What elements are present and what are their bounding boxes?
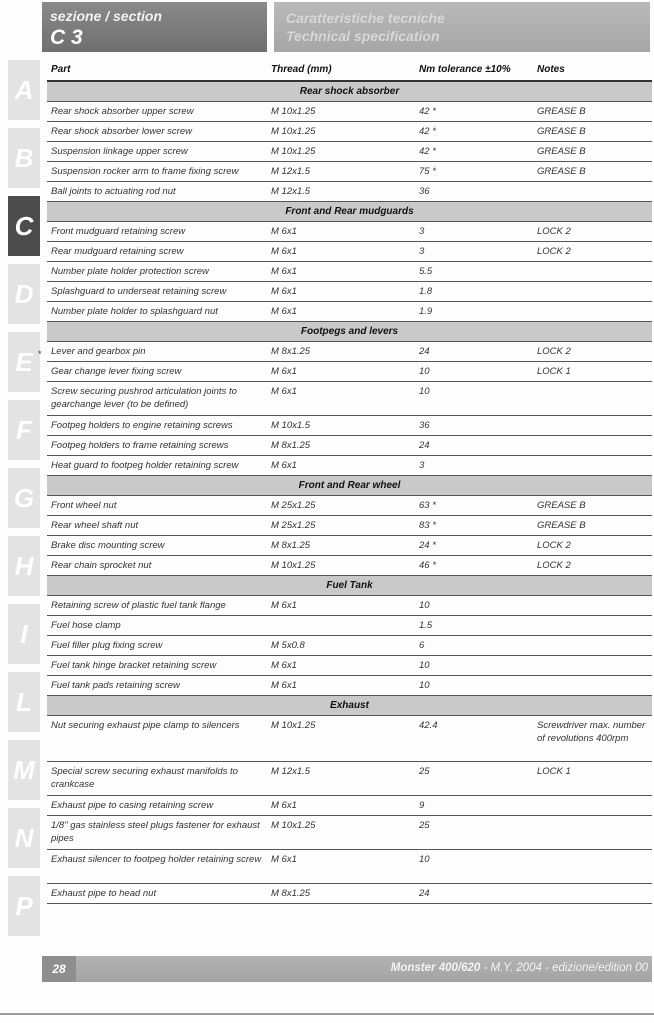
cell-nm: 10: [419, 660, 430, 671]
section-heading: Exhaust: [47, 696, 652, 716]
table-row: [47, 884, 652, 904]
table-row: [47, 382, 652, 416]
cell-thread: M 6x1: [271, 366, 297, 377]
cell-thread: M 6x1: [271, 600, 297, 611]
cell-thread: M 6x1: [271, 800, 297, 811]
cell-part: Retaining screw of plastic fuel tank flange: [51, 600, 226, 611]
cell-nm: 24 *: [419, 540, 436, 551]
cell-thread: M 6x1: [271, 660, 297, 671]
cell-thread: M 25x1.25: [271, 500, 316, 511]
section-heading: Footpegs and levers: [47, 322, 652, 342]
page-number: 28: [42, 956, 76, 982]
cell-notes: LOCK 1: [537, 766, 571, 777]
section-tab-p[interactable]: P: [8, 876, 40, 936]
page-footer: [42, 956, 652, 982]
cell-nm: 36: [419, 420, 430, 431]
table-row: [47, 596, 652, 616]
cell-nm: 25: [419, 766, 430, 777]
section-tab-l[interactable]: L: [8, 672, 40, 732]
cell-part: Exhaust silencer to footpeg holder retaining screw: [51, 854, 262, 865]
cell-thread: M 8x1.25: [271, 346, 311, 357]
table-row: [47, 676, 652, 696]
section-code: C 3: [50, 26, 83, 49]
cell-notes: GREASE B: [537, 520, 586, 531]
cell-thread: M 6x1: [271, 386, 297, 397]
table-row: [47, 342, 652, 362]
cell-part: Front wheel nut: [51, 500, 117, 511]
section-tab-d[interactable]: D: [8, 264, 40, 324]
table-row: [47, 850, 652, 884]
cell-part: Rear chain sprocket nut: [51, 560, 152, 571]
section-tab-h[interactable]: H: [8, 536, 40, 596]
cell-part: Nut securing exhaust pipe clamp to silencers: [51, 720, 240, 731]
cell-thread: M 6x1: [271, 266, 297, 277]
section-tab-g[interactable]: G: [8, 468, 40, 528]
cell-notes: GREASE B: [537, 146, 586, 157]
table-row: [47, 816, 652, 850]
cell-thread: M 6x1: [271, 226, 297, 237]
section-header: [42, 2, 267, 52]
section-heading: Rear shock absorber: [47, 82, 652, 102]
cell-part: Suspension linkage upper screw: [51, 146, 188, 157]
cell-part: Exhaust pipe to casing retaining screw: [51, 800, 214, 811]
cell-thread: M 6x1: [271, 306, 297, 317]
section-tab-n[interactable]: N: [8, 808, 40, 868]
section-tab-m[interactable]: M: [8, 740, 40, 800]
cell-thread: M 10x1.25: [271, 820, 316, 831]
cell-part: Fuel tank pads retaining screw: [51, 680, 180, 691]
cell-notes: GREASE B: [537, 106, 586, 117]
cell-thread: M 6x1: [271, 286, 297, 297]
cell-thread: M 5x0.8: [271, 640, 305, 651]
cell-thread: M 6x1: [271, 460, 297, 471]
table-row: [47, 222, 652, 242]
cell-nm: 3: [419, 226, 425, 237]
cell-notes: LOCK 2: [537, 226, 571, 237]
cell-part: Gear change lever fixing screw: [51, 366, 182, 377]
section-tab-c[interactable]: C: [8, 196, 40, 256]
table-row: [47, 182, 652, 202]
cell-nm: 46 *: [419, 560, 436, 571]
cell-nm: 9: [419, 800, 425, 811]
cell-part: Screw securing pushrod articulation joints to gearchange lever (to be defined): [51, 386, 237, 410]
cell-nm: 83 *: [419, 520, 436, 531]
table-row: [47, 456, 652, 476]
cell-notes: LOCK 1: [537, 366, 571, 377]
cell-nm: 10: [419, 600, 430, 611]
cell-nm: 5.5: [419, 266, 433, 277]
cell-part: 1/8" gas stainless steel plugs fastener for exhaust pipes: [51, 820, 260, 844]
cell-thread: M 12x1.5: [271, 766, 311, 777]
table-row: [47, 416, 652, 436]
table-row: [47, 716, 652, 762]
cell-thread: M 6x1: [271, 246, 297, 257]
cell-notes: LOCK 2: [537, 246, 571, 257]
table-row: [47, 262, 652, 282]
table-row: [47, 536, 652, 556]
cell-thread: M 10x1.25: [271, 106, 316, 117]
column-header-thread: Thread (mm): [271, 64, 332, 75]
column-header-notes: Notes: [537, 64, 565, 75]
cell-part: Footpeg holders to frame retaining screws: [51, 440, 229, 451]
cell-thread: M 8x1.25: [271, 440, 311, 451]
table-row: [47, 796, 652, 816]
table-row: [47, 556, 652, 576]
model-name: Monster 400/620: [390, 962, 481, 974]
torque-specification-table: [47, 62, 652, 904]
section-tab-e[interactable]: E: [8, 332, 40, 392]
cell-part: Ball joints to actuating rod nut: [51, 186, 176, 197]
cell-thread: M 25x1.25: [271, 520, 316, 531]
cell-part: Splashguard to underseat retaining screw: [51, 286, 227, 297]
table-row: [47, 636, 652, 656]
cell-thread: M 10x1.25: [271, 126, 316, 137]
cell-thread: M 10x1.5: [271, 420, 311, 431]
footer-model: [391, 962, 648, 974]
cell-part: Fuel hose clamp: [51, 620, 121, 631]
table-row: [47, 362, 652, 382]
cell-part: Rear wheel shaft nut: [51, 520, 139, 531]
cell-notes: LOCK 2: [537, 540, 571, 551]
cell-nm: 42 *: [419, 126, 436, 137]
title-italian: Caratteristiche tecniche: [286, 10, 445, 26]
cell-part: Heat guard to footpeg holder retaining screw: [51, 460, 239, 471]
cell-nm: 42.4: [419, 720, 438, 731]
cell-part: Front mudguard retaining screw: [51, 226, 186, 237]
cell-part: Rear shock absorber upper screw: [51, 106, 194, 117]
cell-part: Footpeg holders to engine retaining screws: [51, 420, 233, 431]
cell-thread: M 6x1: [271, 680, 297, 691]
table-row: [47, 516, 652, 536]
table-row: [47, 302, 652, 322]
table-row: [47, 162, 652, 182]
cell-part: Suspension rocker arm to frame fixing screw: [51, 166, 239, 177]
model-edition: - M.Y. 2004 - edizione/edition 00: [480, 962, 648, 974]
cell-thread: M 8x1.25: [271, 540, 311, 551]
column-header-part: Part: [51, 64, 71, 75]
section-tab-i[interactable]: I: [8, 604, 40, 664]
table-row: [47, 436, 652, 456]
table-row: [47, 762, 652, 796]
cell-part: Special screw securing exhaust manifolds to crankcase: [51, 766, 238, 790]
section-heading: Fuel Tank: [47, 576, 652, 596]
table-row: [47, 142, 652, 162]
cell-part: Number plate holder to splashguard nut: [51, 306, 218, 317]
section-tab-b[interactable]: B: [8, 128, 40, 188]
cell-part: Fuel filler plug fixing screw: [51, 640, 163, 651]
cell-part: Lever and gearbox pin: [51, 346, 146, 357]
cell-nm: 10: [419, 386, 430, 397]
cell-thread: M 6x1: [271, 854, 297, 865]
section-tab-f[interactable]: F: [8, 400, 40, 460]
section-heading: Front and Rear wheel: [47, 476, 652, 496]
cell-nm: 1.5: [419, 620, 433, 631]
cell-notes: Screwdriver max. number of revolutions 400rpm: [537, 720, 646, 744]
cell-thread: M 12x1.5: [271, 186, 311, 197]
cell-nm: 10: [419, 680, 430, 691]
cell-nm: 3: [419, 246, 425, 257]
cell-nm: 25: [419, 820, 430, 831]
cell-thread: M 10x1.25: [271, 560, 316, 571]
section-tab-a[interactable]: A: [8, 60, 40, 120]
cell-part: Rear mudguard retaining screw: [51, 246, 184, 257]
cell-nm: 42 *: [419, 106, 436, 117]
cell-thread: M 10x1.25: [271, 146, 316, 157]
cell-nm: 75 *: [419, 166, 436, 177]
table-row: [47, 656, 652, 676]
cell-nm: 24: [419, 888, 430, 899]
cell-thread: M 8x1.25: [271, 888, 311, 899]
bottom-divider: [0, 1013, 654, 1015]
cell-thread: M 10x1.25: [271, 720, 316, 731]
cell-part: Brake disc mounting screw: [51, 540, 165, 551]
cell-nm: 24: [419, 440, 430, 451]
cell-nm: 63 *: [419, 500, 436, 511]
cell-notes: GREASE B: [537, 166, 586, 177]
cell-nm: 36: [419, 186, 430, 197]
cell-nm: 6: [419, 640, 425, 651]
cell-nm: 1.8: [419, 286, 433, 297]
cell-nm: 3: [419, 460, 425, 471]
title-header: [274, 2, 650, 52]
cell-thread: M 12x1.5: [271, 166, 311, 177]
cell-nm: 10: [419, 366, 430, 377]
table-row: [47, 282, 652, 302]
table-row: [47, 102, 652, 122]
section-label: sezione / section: [50, 8, 163, 24]
cell-notes: LOCK 2: [537, 560, 571, 571]
cell-part: Number plate holder protection screw: [51, 266, 209, 277]
table-row: [47, 496, 652, 516]
column-header-nm: Nm tolerance ±10%: [419, 64, 511, 75]
cell-nm: 10: [419, 854, 430, 865]
table-row: [47, 122, 652, 142]
table-header-row: [47, 62, 652, 82]
cell-nm: 42 *: [419, 146, 436, 157]
section-heading: Front and Rear mudguards: [47, 202, 652, 222]
cell-notes: GREASE B: [537, 126, 586, 137]
table-row: [47, 242, 652, 262]
cell-notes: GREASE B: [537, 500, 586, 511]
cell-part: Fuel tank hinge bracket retaining screw: [51, 660, 217, 671]
margin-mark: *: [38, 349, 42, 359]
cell-part: Exhaust pipe to head nut: [51, 888, 157, 899]
cell-nm: 24: [419, 346, 430, 357]
cell-notes: LOCK 2: [537, 346, 571, 357]
table-row: [47, 616, 652, 636]
title-english: Technical specification: [286, 28, 440, 44]
cell-nm: 1.9: [419, 306, 433, 317]
cell-part: Rear shock absorber lower screw: [51, 126, 192, 137]
